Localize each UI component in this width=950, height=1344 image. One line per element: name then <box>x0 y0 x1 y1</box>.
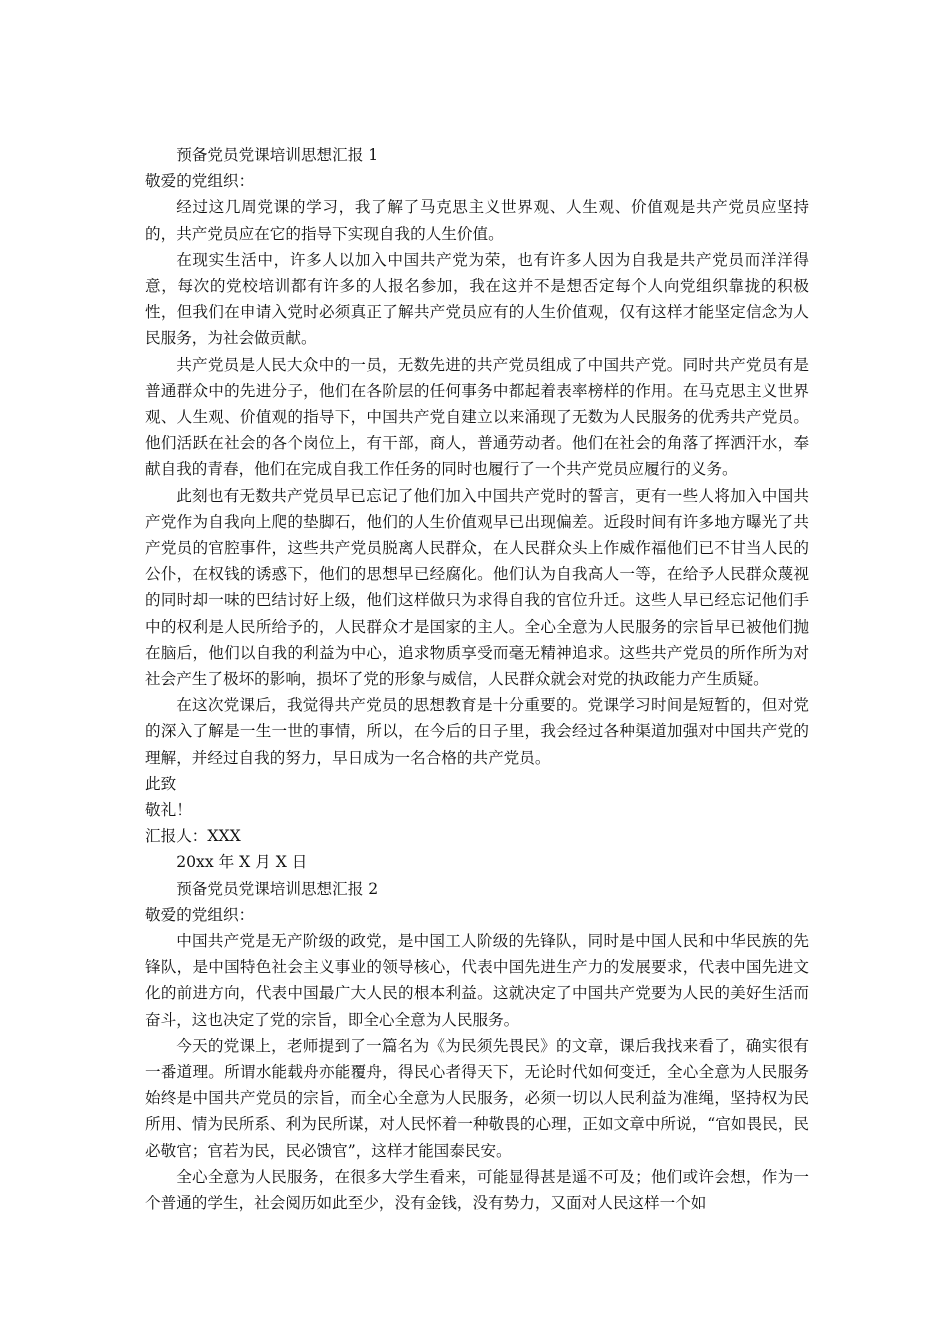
report-2-paragraph-3-clip <box>145 1164 809 1243</box>
report-2-salutation: 敬爱的党组织： <box>145 905 255 924</box>
report-2-paragraph-2: 今天的党课上，老师提到了一篇名为《为民须先畏民》的文章，课后我找来看了，确实很有一番道理。所谓水能载舟亦能覆舟，得民心者得天下，无论时代如何变迁，全心全意为人民服务始终是中国共产党员的宗旨，而全心全意为人民服务，必须一切以人民利益为准绳，坚持权为民所用、情为民所系、利为民所谋，对人民怀着一种敬畏的心理，正如文章中所说，“官如畏民，民必敬官；官若为民，民必馈官”，这样才能国泰民安。 <box>145 1036 809 1160</box>
report-1-salutation: 敬爱的党组织： <box>145 172 255 191</box>
report-1-date: 20xx 年 X 月 X 日 <box>176 853 308 872</box>
report-2-paragraph-1: 中国共产党是无产阶级的政党，是中国工人阶级的先锋队，同时是中国人民和中华民族的先锋队，是中国特色社会主义事业的领导核心，代表中国先进生产力的发展要求，代表中国先进文化的前进方向，代表中国最广大人民的根本利益。这就决定了中国共产党要为人民的美好生活而奋斗，这也决定了党的宗旨，即全心全意为人民服务。 <box>145 931 809 1029</box>
report-1-paragraph-2: 在现实生活中，许多人以加入中国共产党为荣，也有许多人因为自我是共产党员而洋洋得意，每次的党校培训都有许多的人报名参加，我在这并不是想否定每个人向党组织靠拢的积极性，但我们在申请入党时必须真正了解共产党员应有的人生价值观，仅有这样才能坚定信念为人民服务，为社会做贡献。 <box>145 250 809 348</box>
report-1-paragraph-4: 此刻也有无数共产党员早已忘记了他们加入中国共产党时的誓言，更有一些人将加入中国共产党作为自我向上爬的垫脚石，他们的人生价值观早已出现偏差。近段时间有许多地方曝光了共产党员的官腔事件，这些共产党员脱离人民群众，在人民群众头上作威作福他们已不甘当人民的公仆，在权钱的诱惑下，他们的思想早已经腐化。他们认为自我高人一等，在给予人民群众蔑视的同时却一味的巴结讨好上级，他们这样做只为求得自我的官位升迁。这些人早已经忘记他们手中的权利是人民所给予的，人民群众才是国家的主人。全心全意为人民服务的宗旨早已被他们抛在脑后，他们以自我的利益为中心，追求物质享受而毫无精神追求。这些共产党员的所作所为对社会产生了极坏的影响，损坏了党的形象与威信，人民群众就会对党的执政能力产生质疑。 <box>145 486 809 689</box>
report-1-paragraph-5: 在这次党课后，我觉得共产党员的思想教育是十分重要的。党课学习时间是短暂的，但对党的深入了解是一生一世的事情，所以，在今后的日子里，我会经过各种渠道加强对中国共产党的理解，并经过自我的努力，早日成为一名合格的共产党员。 <box>145 696 809 767</box>
report-1-closing-cizhi: 此致 <box>145 774 177 793</box>
report-1-closing-jingli: 敬礼！ <box>145 801 192 820</box>
report-1-paragraph-1: 经过这几周党课的学习，我了解了马克思主义世界观、人生观、价值观是共产党员应坚持的，共产党员应在它的指导下实现自我的人生价值。 <box>145 198 809 243</box>
report-1-reporter: 汇报人：XXX <box>145 827 241 846</box>
report-1-title: 预备党员党课培训思想汇报 1 <box>176 146 379 164</box>
report-2-title: 预备党员党课培训思想汇报 2 <box>176 879 379 898</box>
report-1-paragraph-3: 共产党员是人民大众中的一员，无数先进的共产党员组成了中国共产党。同时共产党员有是普通群众中的先进分子，他们在各阶层的任何事务中都起着表率榜样的作用。在马克思主义世界观、人生观、价值观的指导下，中国共产党自建立以来涌现了无数为人民服务的优秀共产党员。他们活跃在社会的各个岗位上，有干部，商人，普通劳动者。他们在社会的角落了挥洒汗水，奉献自我的青春，他们在完成自我工作任务的同时也履行了一个共产党员应履行的义务。 <box>145 355 809 479</box>
document-page <box>145 142 809 1242</box>
report-2-paragraph-3: 全心全意为人民服务，在很多大学生看来，可能显得甚是遥不可及；他们或许会想，作为一个普通的学生，社会阅历如此至少，没有金钱，没有势力，又面对人民这样一个如 <box>145 1167 809 1212</box>
